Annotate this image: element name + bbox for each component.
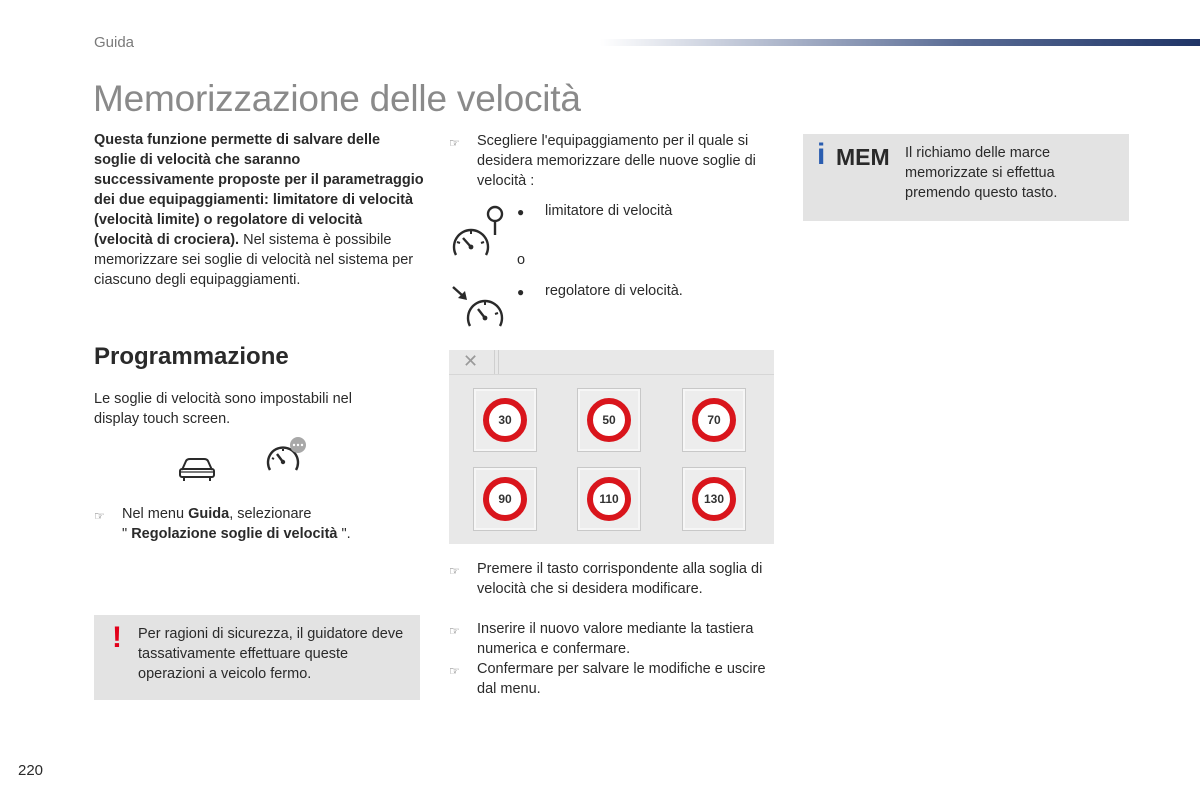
choose-equipment-text: Scegliere l'equipaggiamento per il quale si desidera memorizzare delle nuove soglie di velocità : (477, 133, 756, 189)
warning-exclamation-icon: ! (112, 621, 122, 654)
speed-thresholds-screen (449, 350, 774, 544)
speed-preset-button-70[interactable] (682, 388, 746, 452)
speed-sign-30: 30 (483, 398, 527, 442)
option-limitatore (517, 201, 757, 222)
choose-equipment-step (449, 131, 771, 191)
section-heading-programmazione: Programmazione (94, 343, 289, 370)
enter-value-step (449, 619, 771, 659)
speed-sign-130: 130 (692, 477, 736, 521)
info-icon: i (817, 138, 826, 171)
mem-button-label: MEM (836, 144, 890, 170)
pointing-hand-icon: ☞ (449, 136, 460, 150)
pointing-hand-icon: ☞ (449, 664, 460, 678)
confirm-step (449, 659, 771, 699)
close-icon[interactable]: ✕ (463, 351, 479, 371)
step-prefix: Nel menu (122, 506, 189, 522)
car-icon (176, 454, 218, 482)
press-button-text: Premere il tasto corrispondente alla soglia di velocità che si desidera modificare. (477, 561, 763, 597)
confirm-text: Confermare per salvare le modifiche e uscire dal menu. (477, 661, 766, 697)
speed-sign-90: 90 (483, 477, 527, 521)
step-mid: , selezionare (229, 506, 312, 522)
quote-open: " (122, 526, 132, 542)
page-number: 220 (18, 762, 44, 779)
speed-preset-button-30[interactable] (473, 388, 537, 452)
option-regolatore-text: regolatore di velocità. (545, 283, 683, 299)
speed-sign-50: 50 (587, 398, 631, 442)
quote-close: ". (337, 526, 351, 542)
speedometer-menu-icon (264, 436, 310, 478)
screen-top-bar (449, 350, 774, 375)
intro-normal-text: Nel sistema è possibile memorizzare sei soglie di velocità nel sistema per ciascuno degli equipaggiamenti. (94, 232, 414, 288)
or-text: o (517, 252, 526, 268)
bullet-dot: ● (517, 205, 525, 219)
speed-sign-110: 110 (587, 477, 631, 521)
intro-bold-text: Questa funzione permette di salvare delle soglie di velocità che saranno successivamente proposte per il parametraggio dei due equipaggiamenti: limitatore di velocità (velocità limite) o regolatore di velocità (velocità di crociera). (94, 132, 424, 248)
warning-text: Per ragioni di sicurezza, il guidatore deve tassativamente effettuare queste operazioni a veicolo fermo. (138, 626, 404, 682)
mem-info-box (803, 134, 1129, 221)
menu-item-regolazione: Regolazione soglie di velocità (131, 526, 338, 542)
intro-paragraph (94, 130, 424, 290)
section-label: Guida (94, 34, 135, 51)
speed-preset-button-50[interactable] (577, 388, 641, 452)
press-button-step (449, 559, 771, 599)
cruise-control-icon (450, 284, 506, 332)
speed-preset-button-130[interactable] (682, 467, 746, 531)
speed-sign-70: 70 (692, 398, 736, 442)
speed-preset-button-110[interactable] (577, 467, 641, 531)
programmazione-text: Le soglie di velocità sono impostabili nel display touch screen. (94, 391, 352, 427)
pointing-hand-icon: ☞ (449, 624, 460, 638)
pointing-hand-icon: ☞ (449, 564, 460, 578)
programmazione-step (94, 504, 414, 544)
header-gradient-bar (600, 39, 1200, 46)
menu-name-guida: Guida (188, 506, 230, 522)
pointing-hand-icon: ☞ (94, 509, 105, 523)
mem-info-text: Il richiamo delle marce memorizzate si effettua premendo questo tasto. (905, 145, 1058, 201)
option-regolatore (517, 281, 757, 302)
speed-limiter-icon (448, 205, 508, 261)
tab-separator (494, 350, 499, 374)
option-limitatore-text: limitatore di velocità (545, 203, 673, 219)
enter-value-text: Inserire il nuovo valore mediante la tastiera numerica e confermare. (477, 621, 754, 657)
page-title: Memorizzazione delle velocità (93, 78, 581, 119)
speed-preset-button-90[interactable] (473, 467, 537, 531)
bullet-dot: ● (517, 285, 525, 299)
warning-box (94, 615, 420, 700)
